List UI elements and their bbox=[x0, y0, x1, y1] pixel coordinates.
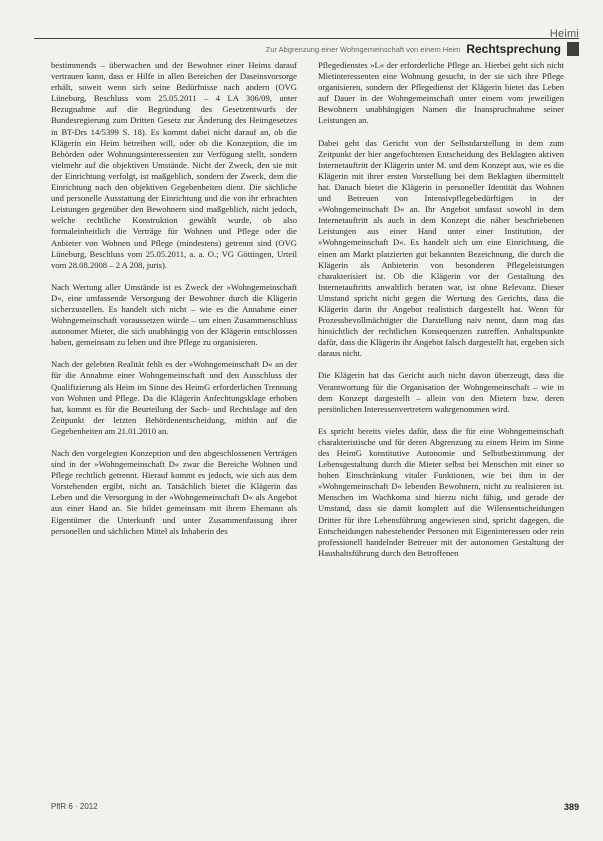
paragraph: Pflegedienstes »L« der erforderliche Pflege an. Hierbei geht sich nicht Mietinteressenten eine Wohnung gesucht, in der sie sich ihre Pflege organisieren, sondern der Pflegedienst der Klägerin bietet das Leben auf Dauer in der Wohngemeinschaft unter einem vom jeweiligen Bewohnern unabhängigen Namen die Inanspruchnahme seiner Leistungen an. bbox=[318, 60, 564, 126]
journal-issue: PflR 6 · 2012 bbox=[51, 802, 98, 811]
paragraph: Dabei geht das Gericht von der Selbstdarstellung in dem zum Zeitpunkt der hier angefochtenen Entscheidung des Beklagten aktiven Internetauftritt der Klägerin unter M. und dem Konzept aus, wie es die Klägerin mit ihrer ersten Vorstellung bei dem Beklagten übermittelt hat. Danach bietet die Klägerin in personeller Identität das Wohnen und Betreuen von Intensivpflegebedürftigen in der »Wohngemeinschaft D« an. Ihr Angebot umfasst sowohl in dem Internetauftritt als auch in dem Konzept die näher beschriebenen Leistungen aus einer Hand unter einer Institution, der »Wohngemeinschaft D«. Es handelt sich um eine Einrichtung, die einen am Markt platzierten gut bekannten Bezeichnung, die durch die Klägerin als Anbieterin von besonderen Pflegeleistungen charakterisiert ist. Ob die Klägerin vor der Gestaltung des Internetauftritts anwaltlich beraten war, ist ohne Relevanz. Dieser Umstand spricht nicht gegen die Wertung des Gerichts, dass die Klägerin darin ihr Angebot realistisch dargestellt hat. Wenn für Prozessbevollmächtigter die Darstellung naiv nennt, dann mag das hinsichtlich der rechtlichen Konsequenzen zutreffen. Anhaltspunkte dafür, dass die Klägerin ihr Angebot falsch dargestellt hat, ergeben sich daraus nicht. bbox=[318, 137, 564, 359]
header-block-marker bbox=[567, 42, 579, 56]
paragraph: Nach den vorgelegten Konzeption und den abgeschlossenen Verträgen sind in der »Wohngemeinschaft D« zwar die Bereiche Wohnen und Pflege rechtlich getrennt. Hierauf kommt es jedoch, wie sich aus dem Vorstehenden ergibt, nicht an. Tatsächlich bietet die Klägerin das Leben und die Versorgung in der »Wohngemeinschaft D« als Angebot aus einer Hand an. Sie bildet gemeinsam mit ihrem Ehemann als Eigentümer die Unterkunft und unter Zusammenfassung ihrer personellen und sächlichen Mittel als Inhaberin des bbox=[51, 448, 297, 536]
header-rule bbox=[34, 38, 579, 39]
paragraph: bestimmends – überwachen und der Bewohner einer Heims darauf vertrauen kann, dass er Hilfe in allen Bereichen der Daseinsvorsorge erhält, soweit wenn sich seine Bedürfnisse nach andern (OVG Lüneburg, Beschluss vom 25.05.2011 – 4 LA 306/09, unter Bezugnahme auf die Begründung des Gesetzentwurfs der Bundesregierung zum Dritten Gesetz zur Änderung des Heimgesetzes in BT-Drs 14/5399 S. 18). Es kommt dabei nicht darauf an, ob die Klägerin ein Heim betreiben will, oder ob die Konzeption, die im Behörden oder Wohnungsinteressenten zur Verfügung stellt, sondern vielmehr auf die objektiven Umstände. Nicht der Zweck, den sie mit der Einrichtung verfolgt, ist maßgeblich, sondern der Zweck, dem die Einrichtung nach den objektiven Gegebenheiten dient. Die sächliche und personelle Ausstattung der Einrichtung und die von ihr erbrachten Leistungen gegenüber den Bewohnern sind maßgeblich, nicht jedoch, welche rechtliche Konstruktion gewählt wurde, ob also formaleinheitlich die Verträge für Wohnen und Pflege oder die Anbieter von Wohnen und Pflege (mindestens) getrennt sind (OVG Lüneburg, Beschluss vom 25.05.2011, a. a. O.; VG Göttingen, Urteil vom 28.08.2008 – 2 A 208, juris). bbox=[51, 60, 297, 270]
paragraph: Die Klägerin hat das Gericht auch nicht davon überzeugt, dass die Verantwortung für die Organisation der Wohngemeinschaft – wie in dem Konzept dargestellt – allein von den Mietern bzw. deren persönlichen Interessenvertretern wahrgenommen wird. bbox=[318, 370, 564, 414]
paragraph: Es spricht bereits vieles dafür, dass die für eine Wohngemeinschaft charakteristische und für deren Abgrenzung zu einem Heim im Sinne des HeimG konstitutive Autonomie und Selbstbestimmung der Lebensgestaltung durch die Mieter selbst bei Menschen mit einer so hohen Einschränkung vitaler Funktionen, wie bei ihm in der »Wohngemeinschaft D« lebenden Bewohnern, nicht zu realisieren ist. Menschen im Wachkoma sind hierzu nicht fähig, und gerade der Umstand, dass sie damit komplett auf die Wilensentscheidungen Dritter für ihre Lebensführung angewiesen sind, spricht dagegen, die Entscheidungen nahestehender Personen mit Eigeninteressen oder rein professionell handelnder Betreuer mit der autonomen Gestaltung der Haushaltsführung durch den Betroffenen bbox=[318, 425, 564, 558]
paragraph: Nach Wertung aller Umstände ist es Zweck der »Wohngemeinschaft D«, eine umfassende Versorgung der Bewohner durch die Klägerin sicherzustellen. Es handelt sich nicht – wie es die Annahme einer Wohngemeinschaft voraussetzen würde – um einen Zusammenschluss autonomer Mieter, die sich unabhängig von der Klägerin entschlossen haben, gemeinsam zu leben und ihre Pflege zu organisieren. bbox=[51, 281, 297, 348]
page-number: 389 bbox=[563, 802, 579, 812]
running-head-name: Heimi bbox=[549, 28, 579, 40]
page-footer bbox=[51, 802, 579, 812]
left-text-column bbox=[51, 60, 297, 548]
header-section-title: Rechtsprechung bbox=[466, 42, 561, 56]
paragraph: Nach der gelebten Realität fehlt es der »Wohngemeinschaft D« an der für die Annahme einer Wohngemeinschaft und den Ausschluss der Qualifizierung als Heim im Sinne des HeimG erforderlichen Trennung von Wohnen und Pflege. Da die Klägerin Anfechtungsklage erhoben hat, kommt es für die Beurteilung der Sach- und Rechtslage auf den Zeitpunkt der letzten Behördenentscheidung, mithin auf die Gegebenheiten am 21.01.2010 an. bbox=[51, 359, 297, 436]
header-row bbox=[266, 42, 579, 56]
right-text-column bbox=[318, 60, 564, 570]
header-subtitle: Zur Abgrenzung einer Wohngemeinschaft von einem Heim bbox=[265, 44, 461, 54]
